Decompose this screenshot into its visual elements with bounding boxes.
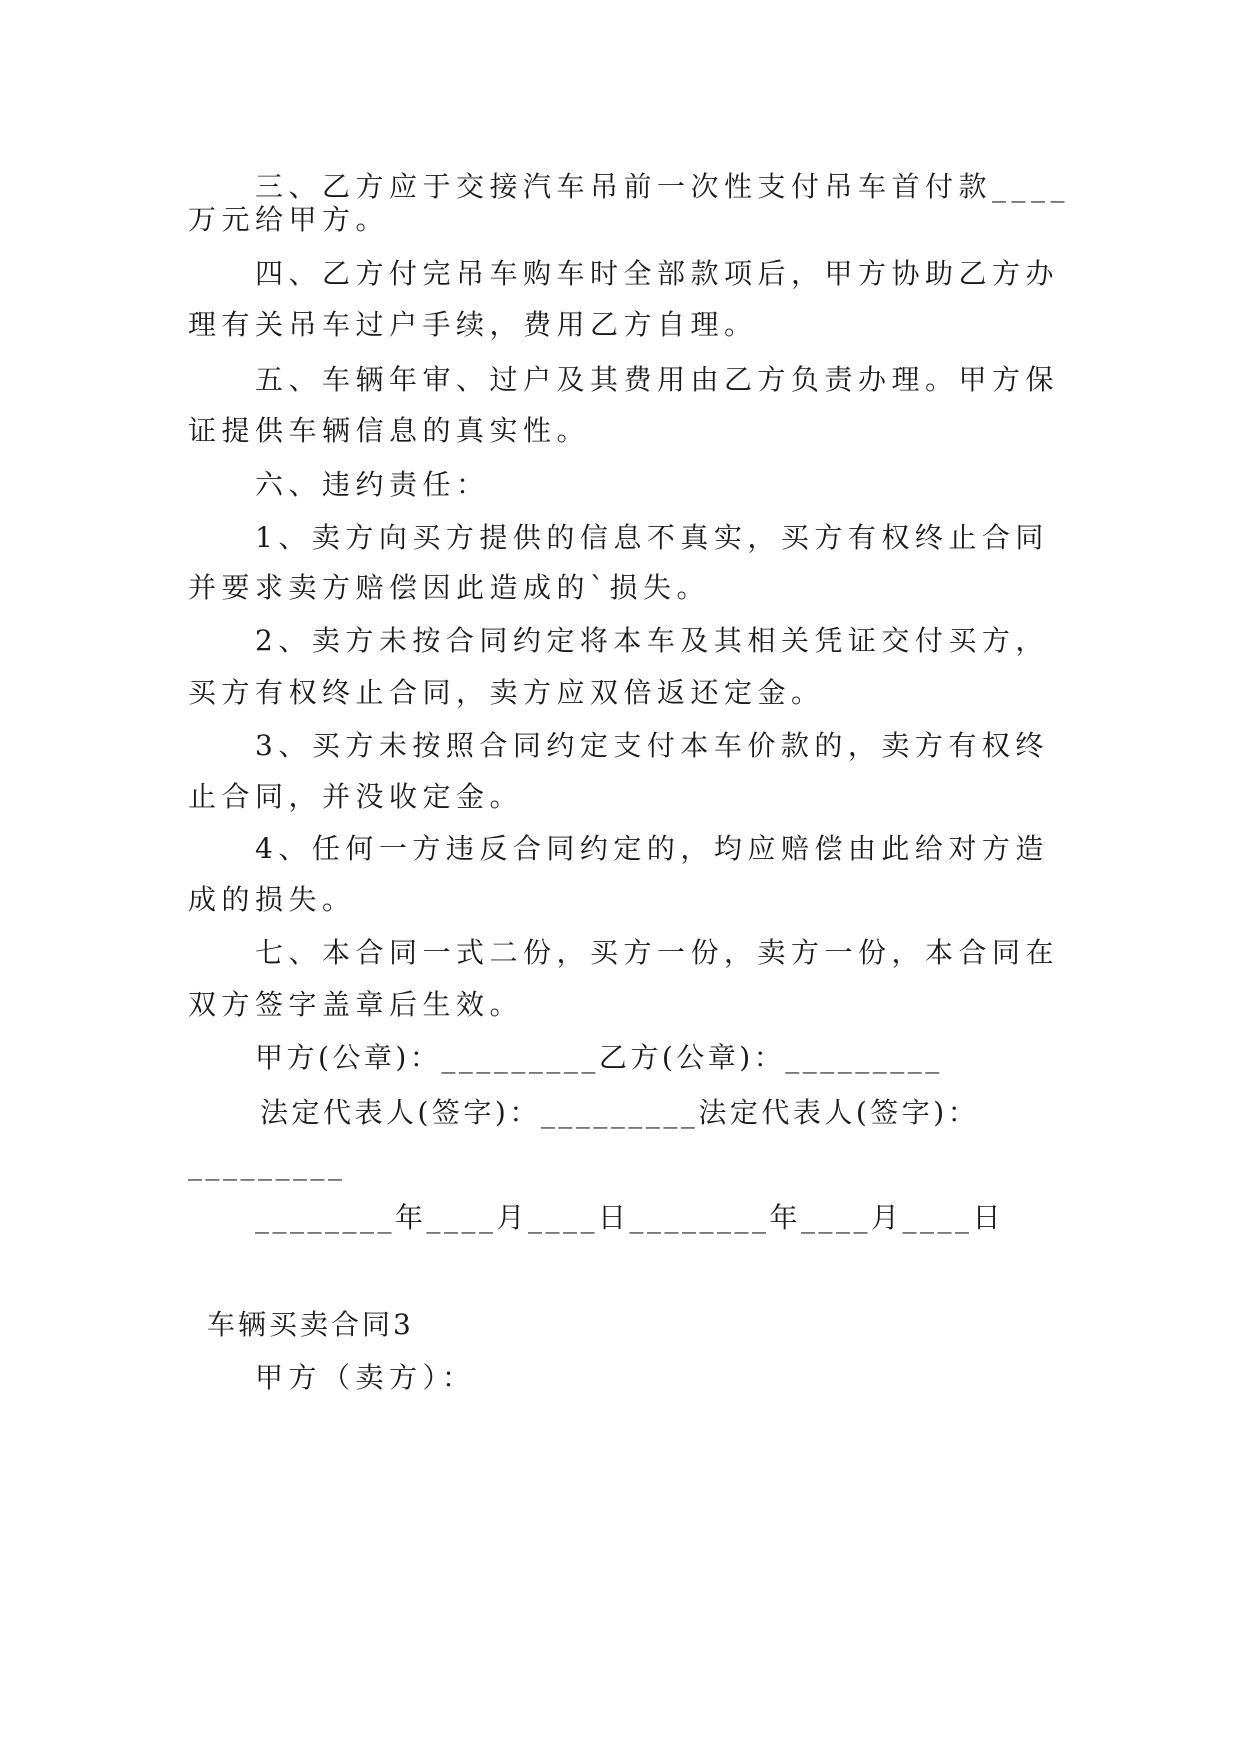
clause-3-line-1: 三、乙方应于交接汽车吊前一次性支付吊车首付款____ — [255, 170, 1071, 203]
item-3-line-2: 止合同，并没收定金。 — [188, 780, 524, 813]
signature-blank: _________ — [188, 1148, 346, 1181]
clause-7-line-1: 七、本合同一式二份，买方一份，卖方一份，本合同在 — [255, 936, 1060, 969]
item-1-line-1: 1、卖方向买方提供的信息不真实，买方有权终止合同 — [255, 521, 1049, 554]
clause-4-line-2: 理有关吊车过户手续，费用乙方自理。 — [188, 308, 758, 341]
item-3-line-1: 3、买方未按照合同约定支付本车价款的，卖方有权终 — [255, 729, 1049, 762]
legal-representative-line: 法定代表人(签字)：_________法定代表人(签字)： — [260, 1096, 980, 1129]
item-1-line-2: 并要求卖方赔偿因此造成的`损失。 — [188, 571, 711, 604]
date-line: ________年____月____日________年____月____日 — [255, 1201, 1005, 1234]
clause-3-line-2: 万元给甲方。 — [188, 203, 390, 236]
clause-4-line-1: 四、乙方付完吊车购车时全部款项后，甲方协助乙方办 — [255, 257, 1060, 290]
item-2-line-1: 2、卖方未按合同约定将本车及其相关凭证交付买方， — [255, 624, 1049, 657]
clause-5-line-1: 五、车辆年审、过户及其费用由乙方负责办理。甲方保 — [255, 363, 1060, 396]
item-4-line-2: 成的损失。 — [188, 883, 356, 916]
seal-line: 甲方(公章)：_________乙方(公章)：_________ — [255, 1041, 943, 1074]
item-2-line-2: 买方有权终止合同，卖方应双倍返还定金。 — [188, 676, 825, 709]
clause-6-heading: 六、违约责任： — [255, 468, 490, 501]
clause-5-line-2: 证提供车辆信息的真实性。 — [188, 414, 591, 447]
contract-title: 车辆买卖合同3 — [207, 1308, 414, 1341]
clause-7-line-2: 双方签字盖章后生效。 — [188, 988, 524, 1021]
party-a-line: 甲方（卖方）： — [255, 1361, 476, 1394]
item-4-line-1: 4、任何一方违反合同约定的，均应赔偿由此给对方造 — [255, 832, 1049, 865]
